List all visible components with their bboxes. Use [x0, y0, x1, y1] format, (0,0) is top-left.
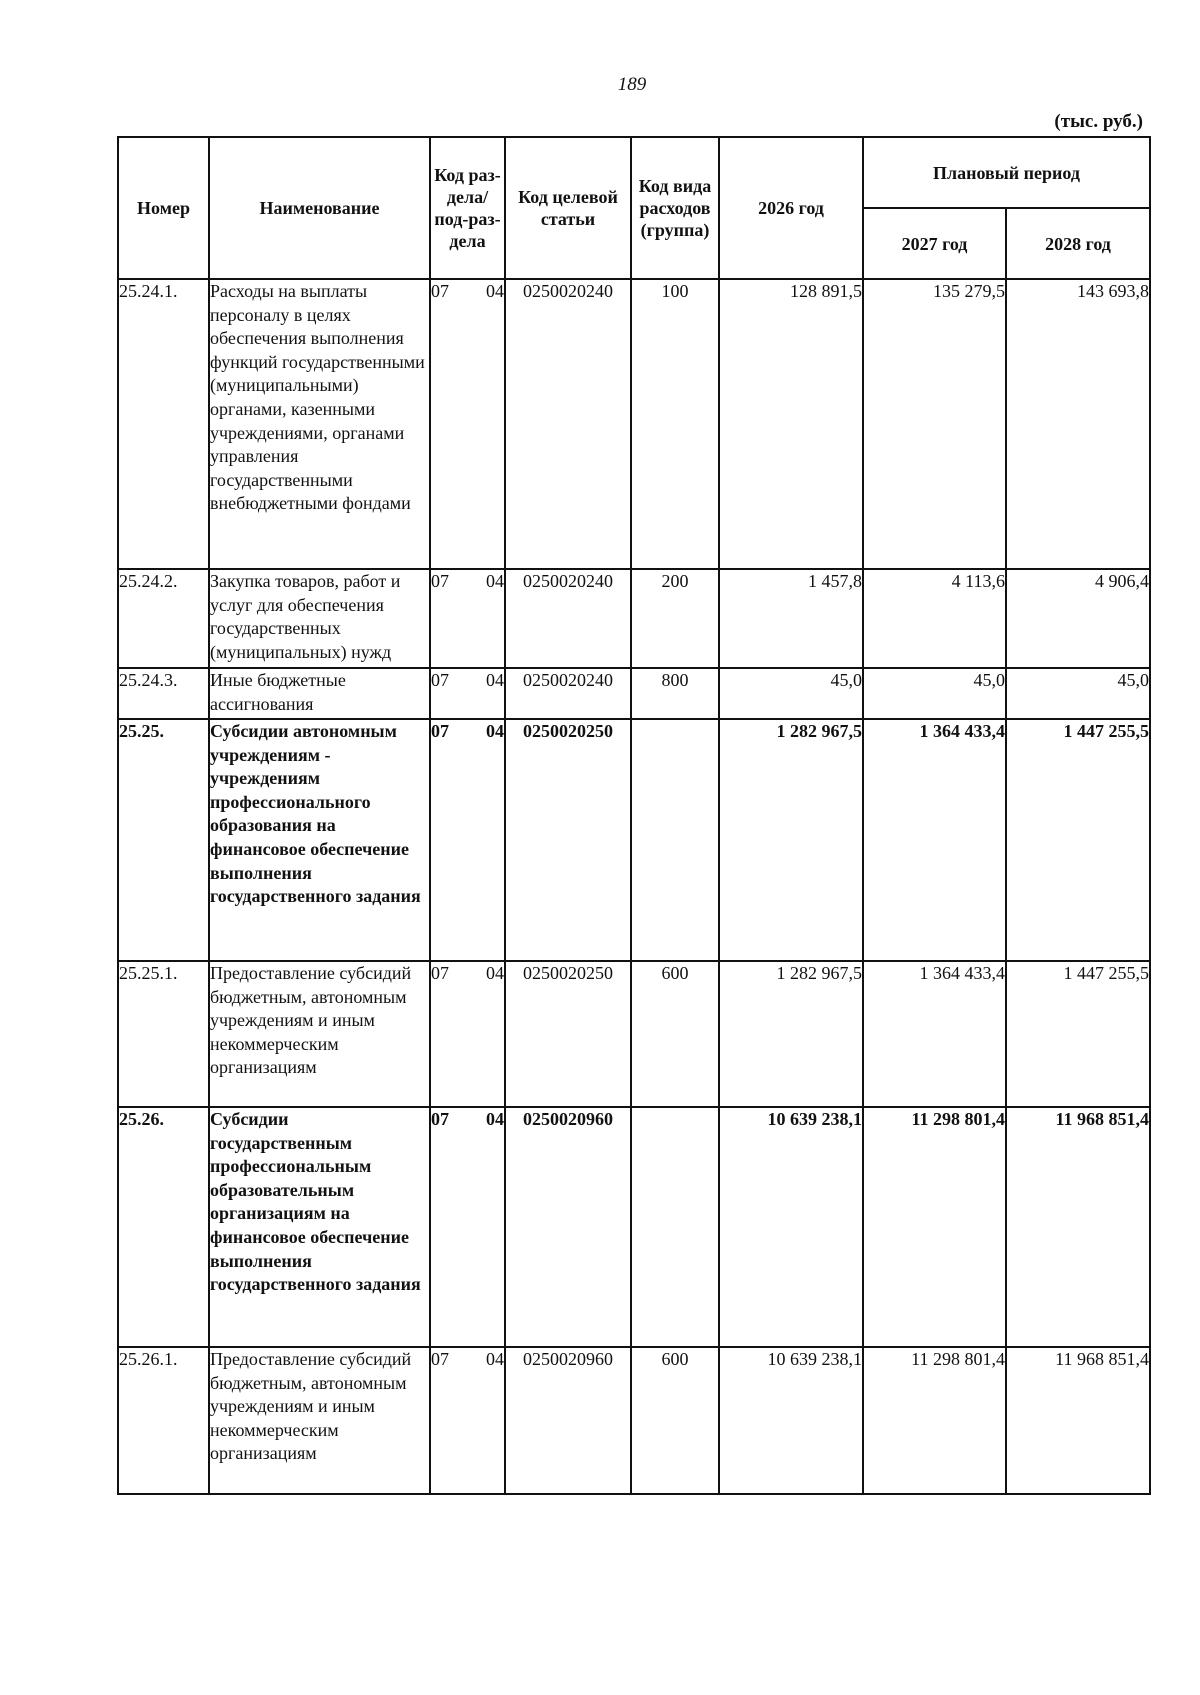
table-row	[118, 1347, 1150, 1494]
row-subsection: 04	[486, 1349, 504, 1369]
row-number: 25.24.2.	[118, 569, 209, 668]
table-body	[118, 279, 1150, 1494]
header-2026: 2026 год	[719, 137, 863, 279]
row-amount-2028: 143 693,8	[1006, 279, 1150, 569]
row-expense-code: 600	[631, 1347, 719, 1494]
header-2027: 2027 год	[863, 208, 1006, 279]
row-amount-2027: 45,0	[863, 668, 1006, 719]
row-amount-2026: 1 282 967,5	[719, 961, 863, 1107]
row-target-code: 0250020250	[505, 719, 631, 961]
row-name: Субсидии автономным учреждениям - учреждениям профессионального образования на финансовое обеспечение выполнения государственного задания	[209, 719, 430, 961]
row-name: Предоставление субсидий бюджетным, автономным учреждениям и иным некоммерческим организациям	[209, 1347, 430, 1494]
row-expense-code: 100	[631, 279, 719, 569]
row-amount-2027: 11 298 801,4	[863, 1347, 1006, 1494]
table-row	[118, 279, 1150, 569]
row-amount-2026: 10 639 238,1	[719, 1347, 863, 1494]
row-number: 25.26.1.	[118, 1347, 209, 1494]
row-number: 25.25.1.	[118, 961, 209, 1107]
row-amount-2026: 10 639 238,1	[719, 1107, 863, 1347]
row-section-cell	[430, 569, 505, 668]
row-target-code: 0250020240	[505, 668, 631, 719]
row-amount-2028: 45,0	[1006, 668, 1150, 719]
table-row	[118, 1107, 1150, 1347]
row-expense-code: 200	[631, 569, 719, 668]
row-name: Предоставление субсидий бюджетным, автономным учреждениям и иным некоммерческим организациям	[209, 961, 430, 1107]
row-section-cell	[430, 961, 505, 1107]
row-name: Иные бюджетные ассигнования	[209, 668, 430, 719]
row-subsection: 04	[486, 963, 504, 983]
page-number: 189	[617, 74, 647, 95]
header-target: Код целевой статьи	[505, 137, 631, 279]
row-target-code: 0250020240	[505, 569, 631, 668]
row-target-code: 0250020250	[505, 961, 631, 1107]
header-number: Номер	[118, 137, 209, 279]
units-label: (тыс. руб.)	[1054, 111, 1143, 132]
row-amount-2028: 1 447 255,5	[1006, 719, 1150, 961]
budget-table	[117, 136, 1151, 1495]
row-expense-code: 800	[631, 668, 719, 719]
row-section: 07	[431, 571, 449, 591]
row-section: 07	[431, 670, 449, 690]
table-row	[118, 668, 1150, 719]
row-name: Закупка товаров, работ и услуг для обеспечения государственных (муниципальных) нужд	[209, 569, 430, 668]
header-section: Код раз-дела/ под-раз-дела	[430, 137, 505, 279]
row-number: 25.26.	[118, 1107, 209, 1347]
row-amount-2026: 1 282 967,5	[719, 719, 863, 961]
header-expense: Код вида расходов (группа)	[631, 137, 719, 279]
row-section: 07	[431, 1349, 449, 1369]
row-amount-2027: 1 364 433,4	[863, 719, 1006, 961]
row-subsection: 04	[486, 281, 504, 301]
row-amount-2028: 11 968 851,4	[1006, 1107, 1150, 1347]
table-row	[118, 569, 1150, 668]
row-subsection: 04	[486, 571, 504, 591]
row-expense-code: 600	[631, 961, 719, 1107]
row-amount-2027: 11 298 801,4	[863, 1107, 1006, 1347]
row-section: 07	[431, 281, 449, 301]
row-section-cell	[430, 279, 505, 569]
row-subsection: 04	[486, 670, 504, 690]
row-expense-code	[631, 1107, 719, 1347]
header-name: Наименование	[209, 137, 430, 279]
row-section: 07	[431, 963, 449, 983]
row-number: 25.25.	[118, 719, 209, 961]
row-subsection: 04	[486, 721, 504, 741]
row-amount-2028: 1 447 255,5	[1006, 961, 1150, 1107]
row-amount-2026: 1 457,8	[719, 569, 863, 668]
row-target-code: 0250020960	[505, 1347, 631, 1494]
row-amount-2026: 128 891,5	[719, 279, 863, 569]
row-target-code: 0250020240	[505, 279, 631, 569]
row-expense-code	[631, 719, 719, 961]
row-amount-2026: 45,0	[719, 668, 863, 719]
row-section-cell	[430, 668, 505, 719]
row-subsection: 04	[486, 1109, 504, 1129]
header-2028: 2028 год	[1006, 208, 1150, 279]
row-target-code: 0250020960	[505, 1107, 631, 1347]
row-section: 07	[431, 1109, 449, 1129]
row-amount-2027: 1 364 433,4	[863, 961, 1006, 1107]
row-name: Расходы на выплаты персоналу в целях обеспечения выполнения функций государственными (муниципальными) органами, казенными учреждениями, органами управления государственными внебюджетными фондами	[209, 279, 430, 569]
row-name: Субсидии государственным профессиональным образовательным организациям на финансовое обеспечение выполнения государственного задания	[209, 1107, 430, 1347]
table-row	[118, 719, 1150, 961]
row-amount-2028: 11 968 851,4	[1006, 1347, 1150, 1494]
row-amount-2027: 135 279,5	[863, 279, 1006, 569]
row-section-cell	[430, 1107, 505, 1347]
row-section: 07	[431, 721, 449, 741]
row-amount-2028: 4 906,4	[1006, 569, 1150, 668]
row-number: 25.24.3.	[118, 668, 209, 719]
row-number: 25.24.1.	[118, 279, 209, 569]
row-section-cell	[430, 719, 505, 961]
row-section-cell	[430, 1347, 505, 1494]
row-amount-2027: 4 113,6	[863, 569, 1006, 668]
header-plan-period: Плановый период	[863, 137, 1150, 208]
table-row	[118, 961, 1150, 1107]
